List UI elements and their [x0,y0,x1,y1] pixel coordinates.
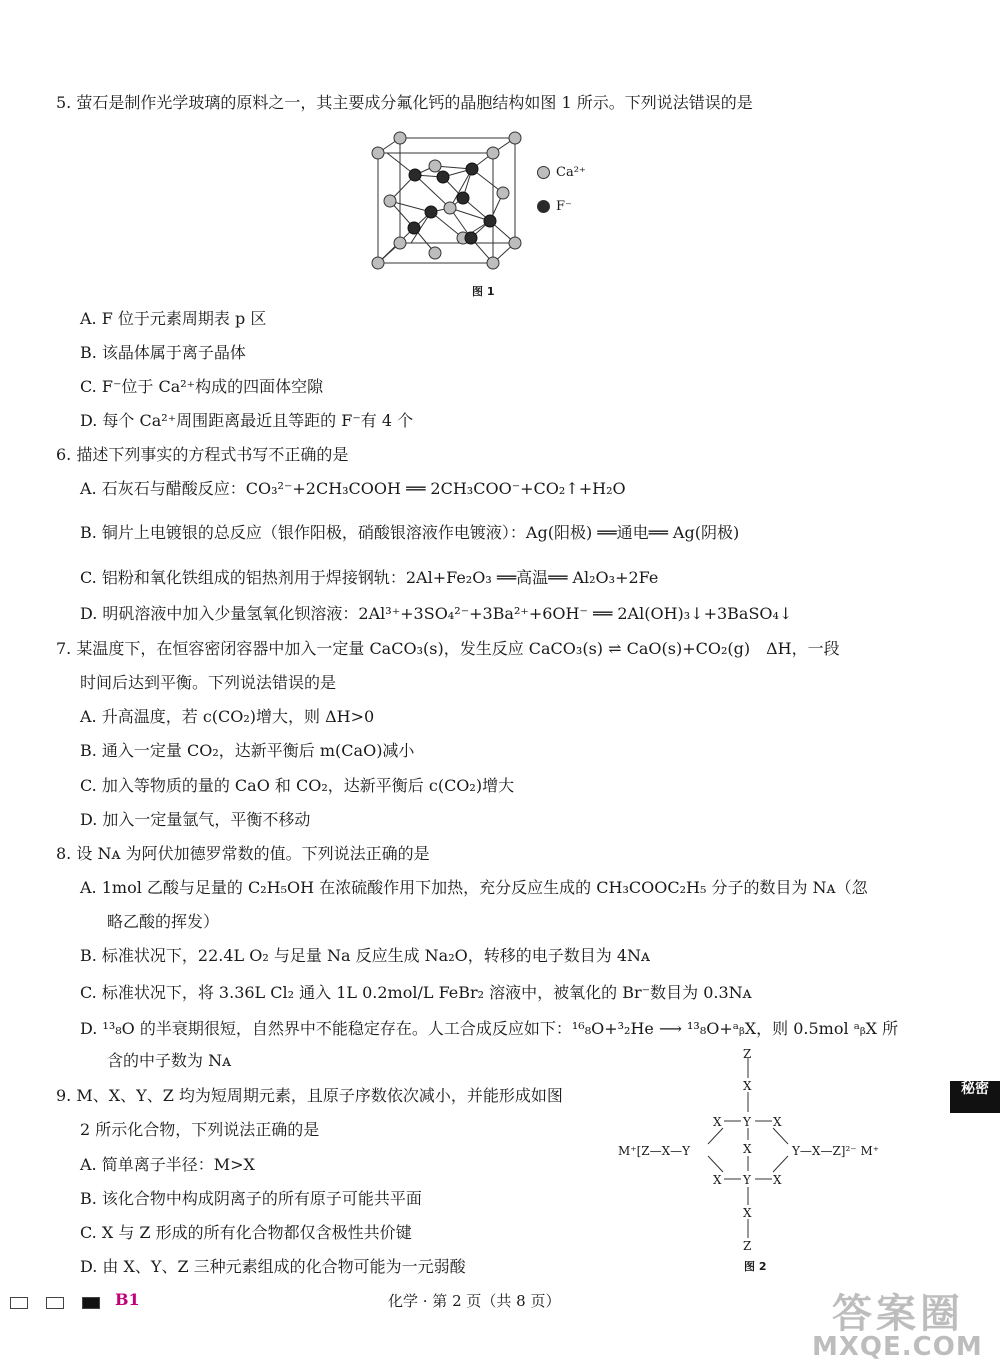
atom-x-upper-right: X [773,1115,782,1129]
fluorite-unit-cell-figure [365,123,535,273]
right-group-label: Y—X—Z]²⁻ M⁺ [792,1144,880,1158]
figure-2-caption: 图 2 [744,1260,767,1273]
anion-structure-figure [612,1048,902,1278]
q7-stem-line-2: 时间后达到平衡。下列说法错误的是 [80,673,337,692]
atom-y-bottom: Y [743,1173,751,1187]
q5-option-b: B. 该晶体属于离子晶体 [80,343,246,362]
q7-option-c: C. 加入等物质的量的 CaO 和 CO₂，达新平衡后 c(CO₂)增大 [80,776,515,795]
confidential-side-tab: 秘密 [950,1081,1000,1113]
q8-option-b: B. 标准状况下，22.4L O₂ 与足量 Na 反应生成 Na₂O，转移的电子数目为 4Nᴀ [80,946,651,965]
q9-stem-line-2: 2 所示化合物，下列说法正确的是 [80,1120,320,1139]
q6-option-a: A. 石灰石与醋酸反应：CO₃²⁻+2CH₃COOH ══ 2CH₃COO⁻+CO₂↑+H₂O [80,479,626,498]
watermark-line-1: 答案圈 [832,1291,964,1337]
q5-option-c: C. F⁻位于 Ca²⁺构成的四面体空隙 [80,377,324,396]
atom-x-top: X [743,1079,752,1093]
atom-y-top: Y [743,1115,751,1129]
ca-ion-swatch [537,166,550,179]
q9-option-c: C. X 与 Z 形成的所有化合物都仅含极性共价键 [80,1223,412,1242]
q5-option-d: D. 每个 Ca²⁺周围距离最近且等距的 F⁻有 4 个 [80,411,414,430]
page-number: 化学 · 第 2 页（共 8 页） [388,1292,561,1310]
q9-option-b: B. 该化合物中构成阴离子的所有原子可能共平面 [80,1189,422,1208]
q7-option-d: D. 加入一定量氩气，平衡不移动 [80,810,311,829]
atom-x-upper-left: X [713,1115,722,1129]
q5-stem: 5. 萤石是制作光学玻璃的原料之一，其主要成分氟化钙的晶胞结构如图 1 所示。下列说法错误的是 [56,93,753,112]
q6-stem: 6. 描述下列事实的方程式书写不正确的是 [56,445,349,464]
q8-option-a-line-2: 略乙酸的挥发） [107,912,220,931]
q8-option-d-line-2: 含的中子数为 Nᴀ [107,1051,232,1070]
watermark-logo [812,1282,1000,1370]
watermark-line-2: MXQE.COM [812,1332,983,1362]
figure-1-caption: 图 1 [472,285,495,298]
q7-option-b: B. 通入一定量 CO₂，达新平衡后 m(CaO)减小 [80,741,415,760]
atom-x-middle-left: X [743,1142,752,1156]
footer-box-empty-2 [46,1297,64,1309]
paper-code: B1 [115,1290,140,1309]
q7-stem-line-1: 7. 某温度下，在恒容密闭容器中加入一定量 CaCO₃(s)，发生反应 CaCO₃(s) ⇌ CaO(s)+CO₂(g) ΔH，一段 [56,639,840,658]
f-ion-swatch [537,200,550,213]
q7-option-a: A. 升高温度，若 c(CO₂)增大，则 ΔH>0 [80,707,375,726]
q8-option-c: C. 标准状况下，将 3.36L Cl₂ 通入 1L 0.2mol/L FeBr₂ 溶液中，被氧化的 Br⁻数目为 0.3Nᴀ [80,983,752,1002]
q6-option-c: C. 铝粉和氧化铁组成的铝热剂用于焊接钢轨：2Al+Fe₂O₃ ══高温══ Al₂O₃+2Fe [80,568,659,587]
q8-option-a-line-1: A. 1mol 乙酸与足量的 C₂H₅OH 在浓硫酸作用下加热，充分反应生成的 CH₃COOC₂H₅ 分子的数目为 Nᴀ（忽 [80,878,868,897]
atom-z-top: Z [743,1048,752,1061]
q6-option-d: D. 明矾溶液中加入少量氢氧化钡溶液：2Al³⁺+3SO₄²⁻+3Ba²⁺+6OH⁻ ══ 2Al(OH)₃↓+3BaSO₄↓ [80,604,793,623]
footer-box-filled [82,1297,100,1309]
legend-f [537,199,572,214]
legend-ca-label: Ca²⁺ [556,165,586,180]
atom-x-lower-right: X [773,1173,782,1187]
q9-option-d: D. 由 X、Y、Z 三种元素组成的化合物可能为一元弱酸 [80,1257,466,1276]
atom-x-lower-left: X [713,1173,722,1187]
q8-option-d-line-1: D. ¹³₈O 的半衰期很短，自然界中不能稳定存在。人工合成反应如下：¹⁶₈O+³₂He ⟶ ¹³₈O+ᵃᵦX，则 0.5mol ᵃᵦX 所 [80,1019,899,1038]
legend-ca [537,165,586,180]
atom-z-bottom: Z [743,1239,752,1253]
left-group-label: M⁺[Z—X—Y [618,1144,691,1158]
footer-box-empty-1 [10,1297,28,1309]
q9-stem-line-1: 9. M、X、Y、Z 均为短周期元素，且原子序数依次减小，并能形成如图 [56,1086,563,1105]
legend-f-label: F⁻ [556,199,572,214]
q8-stem: 8. 设 Nᴀ 为阿伏加德罗常数的值。下列说法正确的是 [56,844,430,863]
q9-option-a: A. 简单离子半径：M>X [80,1155,255,1174]
atom-x-bottom: X [743,1206,752,1220]
q5-option-a: A. F 位于元素周期表 p 区 [80,309,267,328]
q6-option-b: B. 铜片上电镀银的总反应（银作阳极，硝酸银溶液作电镀液）：Ag(阳极) ══通电══ Ag(阴极) [80,523,740,542]
